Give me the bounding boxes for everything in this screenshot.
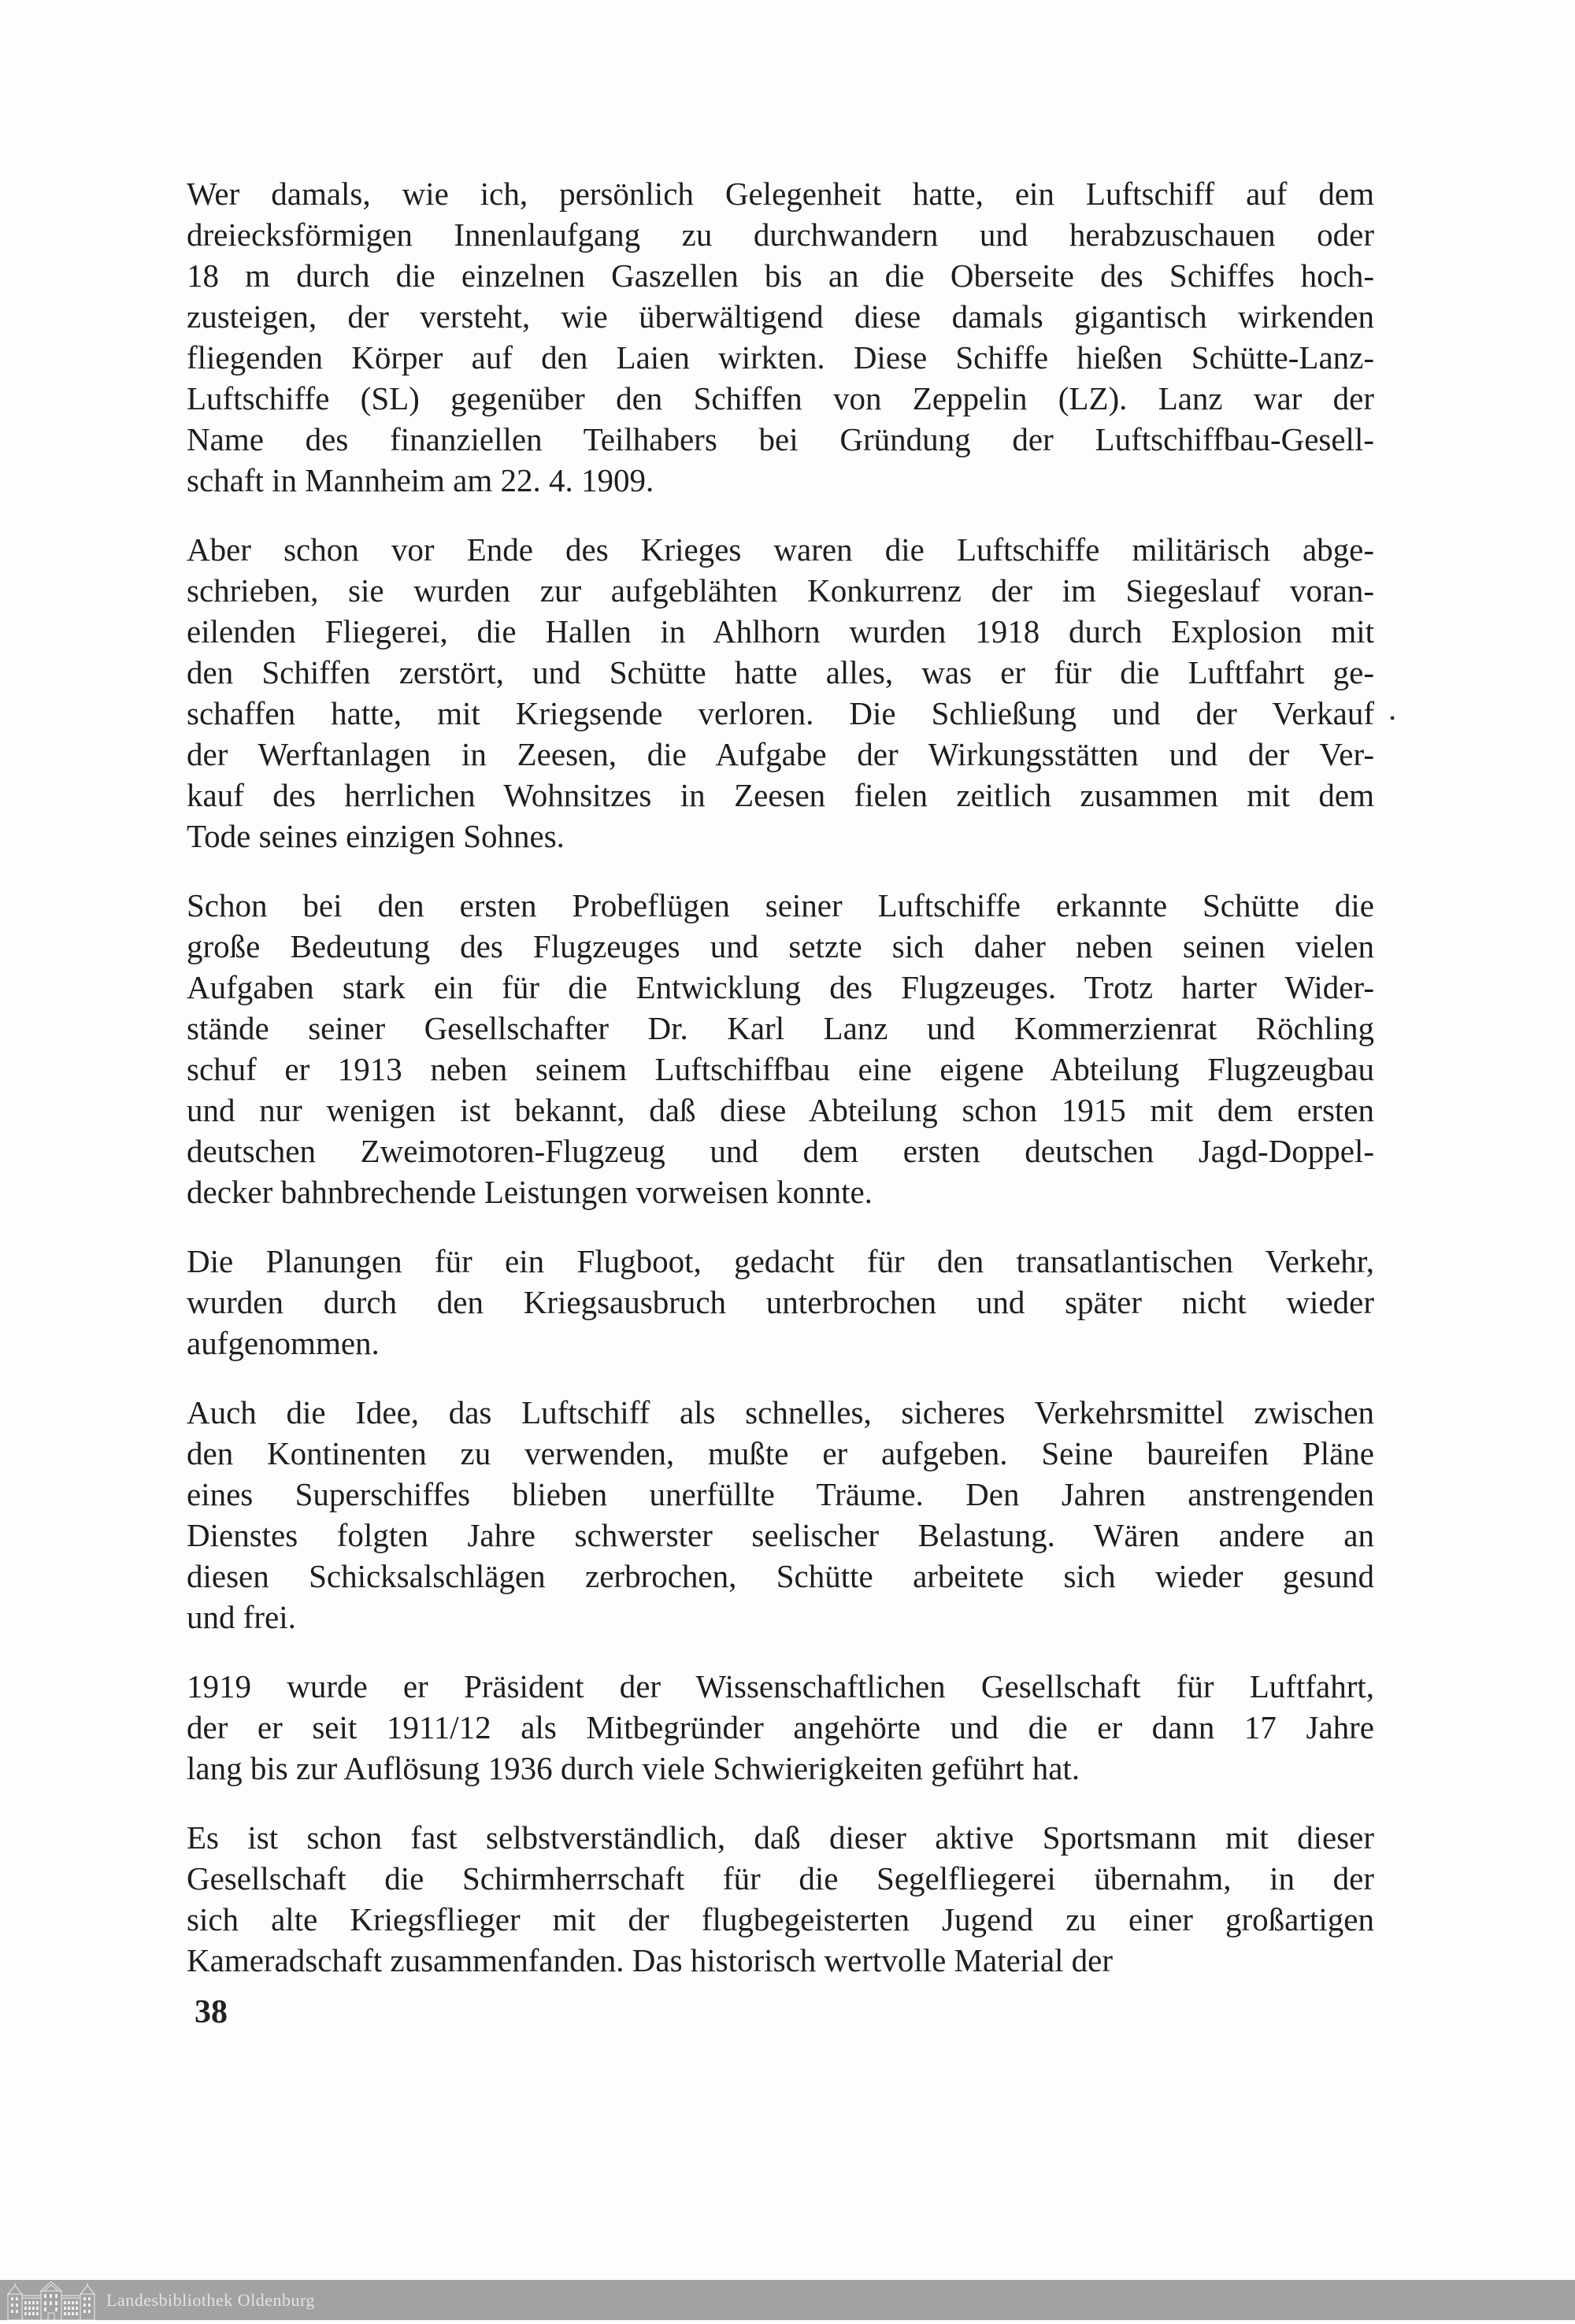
library-name-label: Landesbibliothek Oldenburg — [106, 2290, 315, 2310]
text-line: eilenden Fliegerei, die Hallen in Ahlhorn wurden 1918 durch Explosion mit — [187, 613, 1374, 649]
text-line: kauf des herrlichen Wohnsitzes in Zeesen fielen zeitlich zusammen mit dem — [187, 777, 1374, 813]
text-line: und nur wenigen ist bekannt, daß diese Abteilung schon 1915 mit dem ersten — [187, 1092, 1374, 1128]
text-line: schuf er 1913 neben seinem Luftschiffbau eine eigene Abteilung Flugzeugbau — [187, 1051, 1374, 1087]
text-line: stände seiner Gesellschafter Dr. Karl Lanz und Kommerzienrat Röchling — [187, 1010, 1374, 1046]
text-line: Schon bei den ersten Probeflügen seiner Luftschiffe erkannte Schütte die — [187, 887, 1374, 923]
text-line: Die Planungen für ein Flugboot, gedacht für den transatlantischen Verkehr, — [187, 1243, 1374, 1279]
text-line: wurden durch den Kriegsausbruch unterbrochen und später nicht wieder — [187, 1284, 1374, 1320]
print-artifact-dot: . — [1388, 690, 1397, 727]
library-stamp-banner — [0, 2280, 1575, 2320]
text-line: und frei. — [187, 1599, 296, 1635]
page-number: 38 — [195, 1994, 228, 2030]
text-line: eines Superschiffes blieben unerfüllte Träume. Den Jahren anstrengenden — [187, 1476, 1374, 1512]
text-line: schaft in Mannheim am 22. 4. 1909. — [187, 462, 654, 498]
text-line: zusteigen, der versteht, wie überwältigend diese damals gigantisch wirkenden — [187, 298, 1374, 335]
text-line: Dienstes folgten Jahre schwerster seelischer Belastung. Wären andere an — [187, 1517, 1374, 1553]
paragraph — [187, 1817, 1374, 1981]
text-line: Auch die Idee, das Luftschiff als schnelles, sicheres Verkehrsmittel zwischen — [187, 1394, 1374, 1430]
text-line: schrieben, sie wurden zur aufgeblähten Konkurrenz der im Siegeslauf voran- — [187, 572, 1374, 609]
text-line: der er seit 1911/12 als Mitbegründer angehörte und die er dann 17 Jahre — [187, 1709, 1374, 1745]
paragraph — [187, 1241, 1374, 1364]
text-line: Es ist schon fast selbstverständlich, daß dieser aktive Sportsmann mit dieser — [187, 1819, 1374, 1856]
text-block — [187, 173, 1374, 2009]
text-line: 18 m durch die einzelnen Gaszellen bis an die Oberseite des Schiffes hoch- — [187, 257, 1374, 294]
text-line: diesen Schicksalschlägen zerbrochen, Schütte arbeitete sich wieder gesund — [187, 1558, 1374, 1594]
paragraph — [187, 1392, 1374, 1638]
paragraph — [187, 173, 1374, 501]
text-line: dreiecksförmigen Innenlaufgang zu durchwandern und herabzuschauen oder — [187, 216, 1374, 253]
text-line: sich alte Kriegsflieger mit der flugbegeisterten Jugend zu einer großartigen — [187, 1901, 1374, 1937]
text-line: lang bis zur Auflösung 1936 durch viele Schwierigkeiten geführt hat. — [187, 1750, 1080, 1786]
text-line: Kameradschaft zusammenfanden. Das historisch wertvolle Material der — [187, 1942, 1114, 1978]
text-line: Aufgaben stark ein für die Entwicklung des Flugzeuges. Trotz harter Wider- — [187, 969, 1374, 1005]
text-line: der Werftanlagen in Zeesen, die Aufgabe der Wirkungsstätten und der Ver- — [187, 736, 1374, 772]
text-line: Luftschiffe (SL) gegenüber den Schiffen von Zeppelin (LZ). Lanz war der — [187, 380, 1374, 416]
text-line: Wer damals, wie ich, persönlich Gelegenheit hatte, ein Luftschiff auf dem — [187, 176, 1374, 212]
paragraph — [187, 885, 1374, 1212]
text-line: aufgenommen. — [187, 1325, 380, 1361]
text-line: 1919 wurde er Präsident der Wissenschaftlichen Gesellschaft für Luftfahrt, — [187, 1668, 1374, 1704]
text-line: Aber schon vor Ende des Krieges waren die Luftschiffe militärisch abge- — [187, 531, 1374, 568]
text-line: Gesellschaft die Schirmherrschaft für die Segelfliegerei übernahm, in der — [187, 1860, 1374, 1897]
text-line: Tode seines einzigen Sohnes. — [187, 818, 565, 854]
text-line: den Kontinenten zu verwenden, mußte er aufgeben. Seine baureifen Pläne — [187, 1435, 1374, 1471]
text-line: große Bedeutung des Flugzeuges und setzte sich daher neben seinen vielen — [187, 928, 1374, 964]
text-line: schaffen hatte, mit Kriegsende verloren. Die Schließung und der Verkauf — [187, 695, 1374, 731]
text-line: fliegenden Körper auf den Laien wirkten. Diese Schiffe hießen Schütte-Lanz- — [187, 339, 1374, 376]
text-line: den Schiffen zerstört, und Schütte hatte alles, was er für die Luftfahrt ge- — [187, 654, 1374, 690]
text-line: deutschen Zweimotoren-Flugzeug und dem ersten deutschen Jagd-Doppel- — [187, 1133, 1374, 1169]
paragraph — [187, 529, 1374, 857]
text-line: Name des finanziellen Teilhabers bei Gründung der Luftschiffbau-Gesell- — [187, 421, 1374, 457]
library-building-icon — [5, 2281, 98, 2320]
paragraph — [187, 1666, 1374, 1789]
text-line: decker bahnbrechende Leistungen vorweisen konnte. — [187, 1174, 873, 1210]
